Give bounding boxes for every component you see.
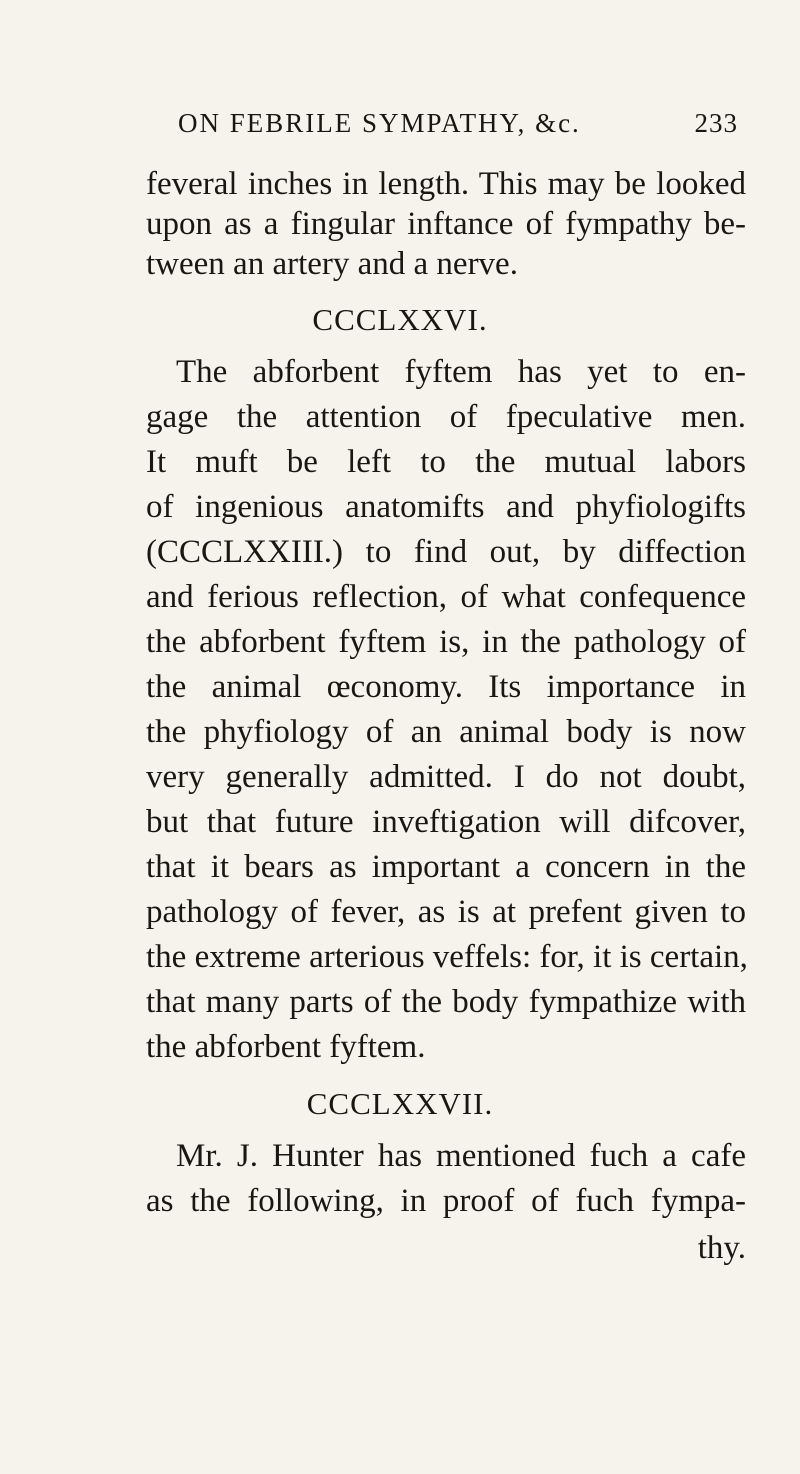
text-line: It muft be left to the mutual labors (146, 444, 746, 480)
text-line: that many parts of the body fympathize with (146, 984, 746, 1020)
catchword: thy. (697, 1230, 746, 1266)
running-header (178, 108, 738, 148)
text-line: pathology of fever, as is at prefent given to (146, 894, 746, 930)
page-number: 233 (694, 108, 738, 138)
text-line: The abforbent fyftem has yet to en- (176, 354, 746, 390)
section-number: CCCLXXVI. (312, 302, 488, 337)
text-line: that it bears as important a concern in the (146, 849, 746, 885)
text-line: gage the attention of fpeculative men. (146, 399, 746, 435)
text-line: but that future inveftigation will difcover, (146, 804, 746, 840)
text-line: the phyfiology of an animal body is now (146, 714, 746, 750)
text-line: (CCCLXXIII.) to find out, by diffection (146, 534, 746, 570)
text-line: very generally admitted. I do not doubt, (146, 759, 746, 795)
running-title: ON FEBRILE SYMPATHY, &c. (178, 108, 581, 138)
text-line: and ferious reflection, of what confequence (146, 579, 746, 615)
text-line: the animal œconomy. Its importance in (146, 669, 746, 705)
text-line: the abforbent fyftem is, in the pathology of (146, 624, 746, 660)
text-line: the abforbent fyftem. (146, 1029, 426, 1065)
text-line: of ingenious anatomifts and phyfiologifts (146, 489, 746, 525)
text-line: feveral inches in length. This may be looked (146, 166, 746, 202)
text-line: as the following, in proof of fuch fympa- (146, 1183, 746, 1219)
text-line: the extreme arterious veffels: for, it is certain, (146, 939, 748, 975)
text-line: tween an artery and a nerve. (146, 246, 518, 282)
text-line: upon as a fingular inftance of fympathy be- (146, 206, 746, 242)
section-number: CCCLXXVII. (306, 1086, 494, 1121)
text-line: Mr. J. Hunter has mentioned fuch a cafe (176, 1138, 746, 1174)
